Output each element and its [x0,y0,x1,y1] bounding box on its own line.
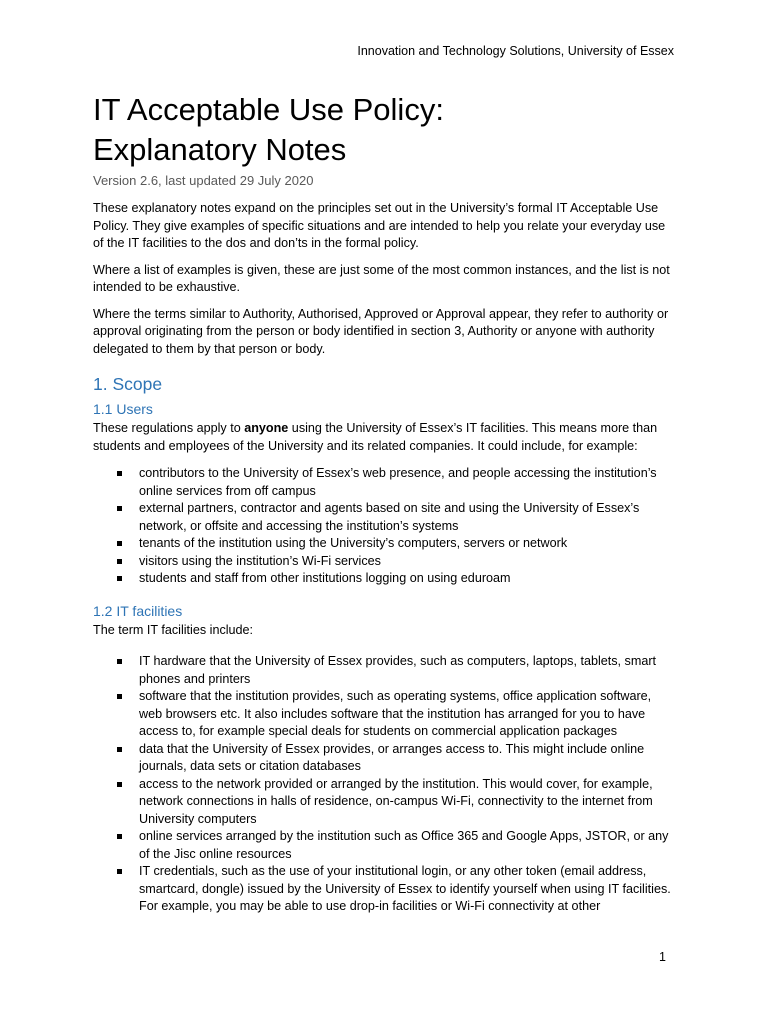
bullet-icon [117,471,122,476]
list-item: software that the institution provides, such as operating systems, office application software, web browsers etc. It also includes software that the institution has arranged for you to have access to, for example special deals for students on commercial application packages [93,688,677,741]
bullet-icon [117,747,122,752]
users-paragraph: These regulations apply to anyone using the University of Essex’s IT facilities. This means more than students and employees of the University and its related companies. It could include, for example: [93,421,658,453]
bullet-icon [117,869,122,874]
list-item: external partners, contractor and agents based on site and using the University of Essex’s network, or offsite and accessing the institution’s systems [93,500,677,535]
page-number: 1 [659,950,666,964]
intro-paragraph: Where a list of examples is given, these are just some of the most common instances, and the list is not intended to be exhaustive. [93,262,670,294]
document-title [93,90,677,170]
users-list [93,465,677,588]
page-header: Innovation and Technology Solutions, University of Essex [357,44,674,58]
list-item: IT credentials, such as the use of your institutional login, or any other token (email address, smartcard, dongle) issued by the University of Essex to identify yourself when using IT facilities. For example, you may be able to use drop-in facilities or Wi-Fi connectivity at other [93,863,677,916]
facilities-paragraph: The term IT facilities include: [93,622,254,637]
list-item: access to the network provided or arranged by the institution. This would cover, for example, network connections in halls of residence, on-campus Wi-Fi, connectivity to the internet from University computers [93,776,677,829]
bullet-icon [117,576,122,581]
subsection-heading-users: 1.1 Users [93,401,153,417]
list-item: tenants of the institution using the University’s computers, servers or network [93,535,677,553]
bullet-icon [117,694,122,699]
subsection-heading-it-facilities: 1.2 IT facilities [93,602,183,619]
bullet-icon [117,834,122,839]
bullet-icon [117,541,122,546]
title-line-2: Explanatory Notes [93,132,347,167]
list-item: contributors to the University of Essex’s web presence, and people accessing the institution’s online services from off campus [93,465,677,500]
section-heading-scope: 1. Scope [93,374,163,394]
intro-paragraph: These explanatory notes expand on the principles set out in the University’s formal IT Acceptable Use Policy. They give examples of specific situations and are intended to help you relate your everyday use of the IT facilities to the dos and don’ts in the formal policy. [93,201,666,250]
facilities-list [93,653,677,916]
version-subtitle: Version 2.6, last updated 29 July 2020 [93,173,314,188]
list-item: students and staff from other institutions logging on using eduroam [93,570,677,588]
emphasis-anyone: anyone [244,421,289,435]
list-item: data that the University of Essex provides, or arranges access to. This might include online journals, data sets or citation databases [93,741,677,776]
bullet-icon [117,506,122,511]
list-item: visitors using the institution’s Wi-Fi services [93,553,677,571]
list-item: online services arranged by the institution such as Office 365 and Google Apps, JSTOR, or any of the Jisc online resources [93,828,677,863]
list-item: IT hardware that the University of Essex provides, such as computers, laptops, tablets, smart phones and printers [93,653,677,688]
intro-paragraph: Where the terms similar to Authority, Authorised, Approved or Approval appear, they refer to authority or approval originating from the person or body identified in section 3, Authority or anyone with authority delegated to them by that person or body. [93,306,669,356]
page-content [93,90,677,916]
bullet-icon [117,782,122,787]
bullet-icon [117,559,122,564]
bullet-icon [117,659,122,664]
title-line-1: IT Acceptable Use Policy: [93,92,444,127]
